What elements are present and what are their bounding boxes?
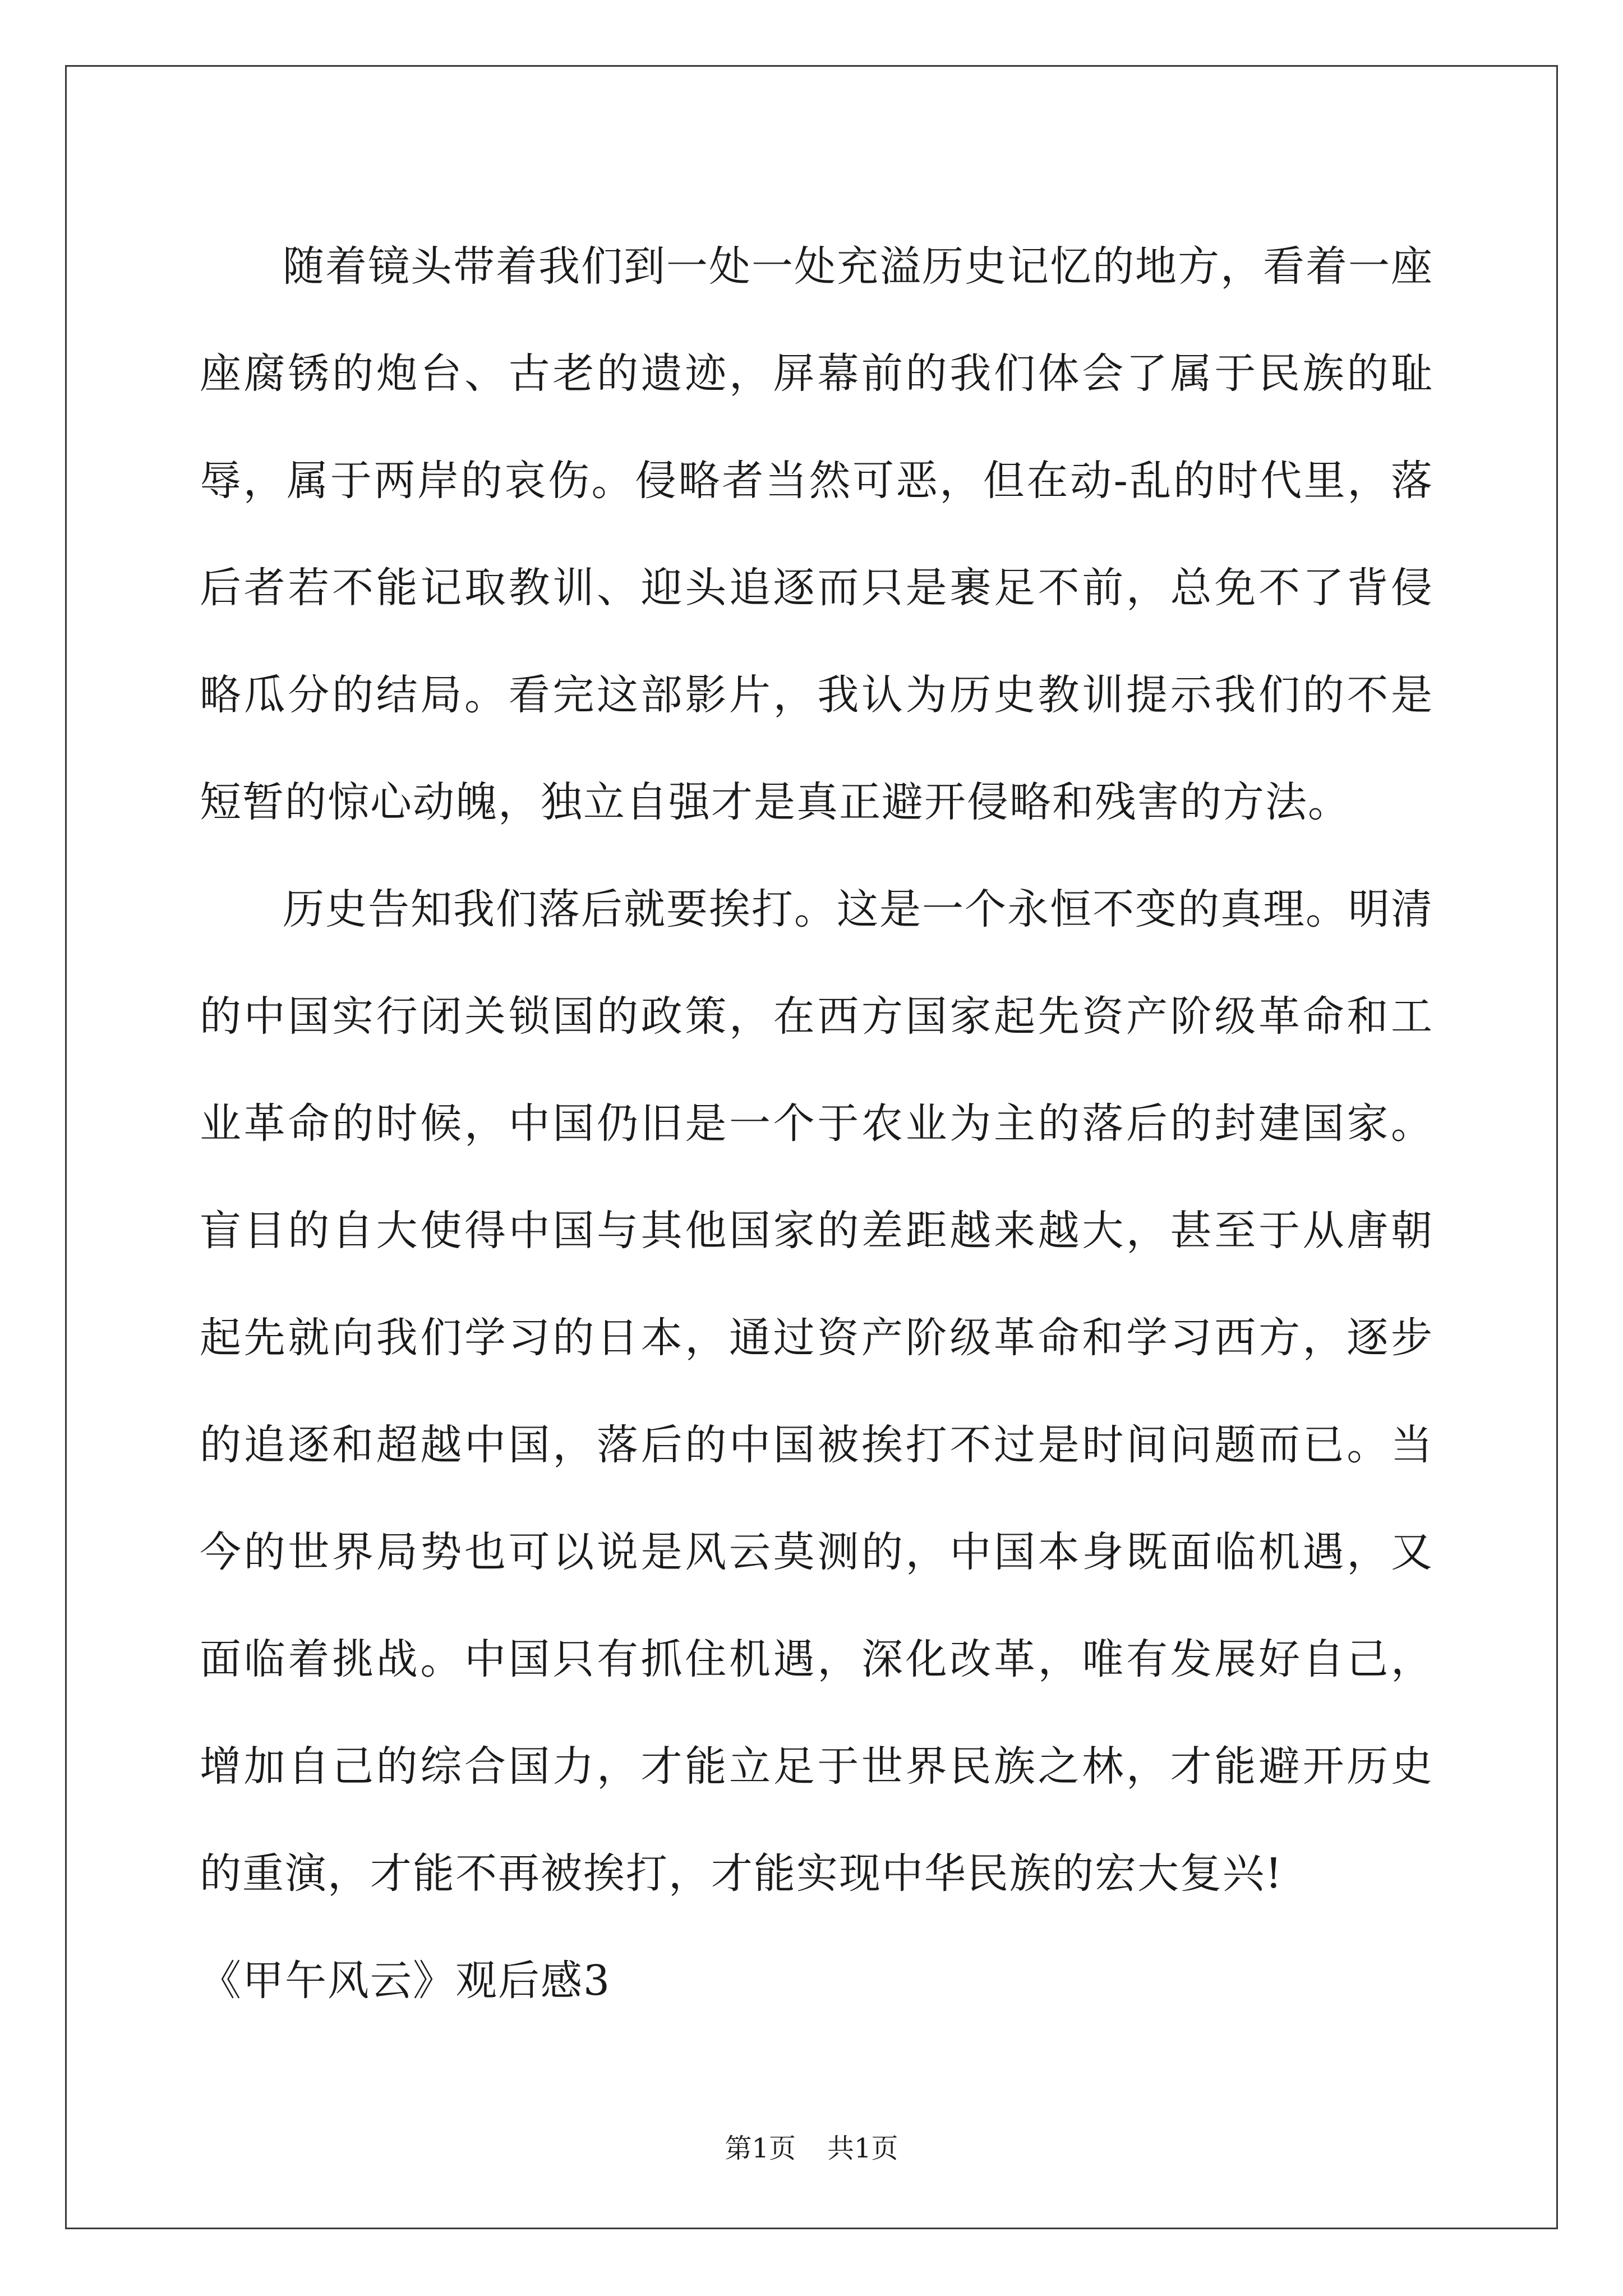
page-number: 第1页: [725, 2133, 796, 2164]
page-total: 共1页: [827, 2133, 898, 2164]
paragraph-1: 随着镜头带着我们到一处一处充溢历史记忆的地方，看着一座座腐锈的炮台、古老的遗迹，屏幕前的我们体会了属于民族的耻辱，属于两岸的哀伤。侵略者当然可恶，但在动-乱的时代里，落后者若不能记取教训、迎头追逐而只是裹足不前，总免不了背侵略瓜分的结局。看完这部影片，我认为历史教训提示我们的不是短暂的惊心动魄，独立自强才是真正避开侵略和残害的方法。: [200, 242, 1433, 826]
paragraph-2: 历史告知我们落后就要挨打。这是一个永恒不变的真理。明清的中国实行闭关锁国的政策，在西方国家起先资产阶级革命和工业革命的时候，中国仍旧是一个于农业为主的落后的封建国家。盲目的自大使得中国与其他国家的差距越来越大，甚至于从唐朝起先就向我们学习的日本，通过资产阶级革命和学习西方，逐步的追逐和超越中国，落后的中国被挨打不过是时间问题而已。当今的世界局势也可以说是风云莫测的，中国本身既面临机遇，又面临着挑战。中国只有抓住机遇，深化改革，唯有发展好自己，增加自己的综合国力，才能立足于世界民族之林，才能避开历史的重演，才能不再被挨打，才能实现中华民族的宏大复兴!: [200, 885, 1433, 1898]
section-heading: 《甲午风云》观后感3: [200, 1957, 611, 2005]
document-body: [200, 213, 1433, 2035]
page-footer: [0, 2132, 1623, 2165]
